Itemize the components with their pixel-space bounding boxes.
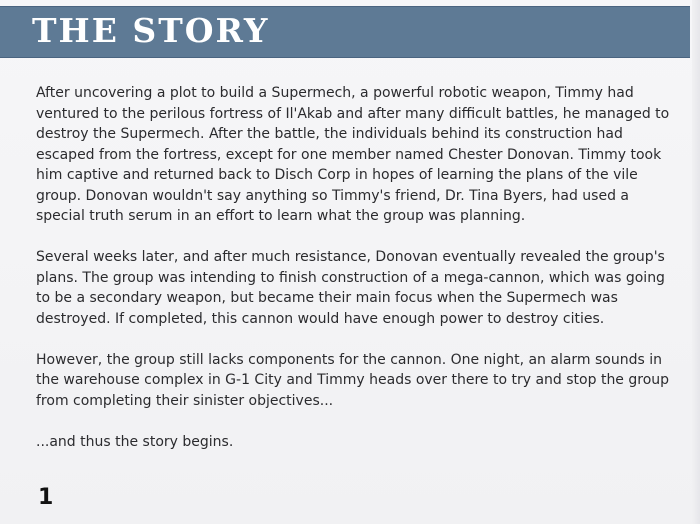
page-title: THE STORY: [32, 11, 270, 50]
header-bar: [0, 6, 690, 58]
story-text: [36, 83, 676, 473]
story-paragraph-2: Several weeks later, and after much resistance, Donovan eventually revealed the group's plans. The group was intending to finish construction of a mega-cannon, which was going to be a secondary weapon, but became their main focus when the Supermech was destroyed. If completed, this cannon would have enough power to destroy cities.: [36, 249, 665, 327]
story-paragraph-1: After uncovering a plot to build a Supermech, a powerful robotic weapon, Timmy had ventured to the perilous fortress of Il'Akab and after many difficult battles, he managed to destroy the Supermech. After the battle, the individuals behind its construction had escaped from the fortress, except for one member named Chester Donovan. Timmy took him captive and returned back to Disch Corp in hopes of learning the plans of the vile group. Donovan wouldn't say anything so Timmy's friend, Dr. Tina Byers, had used a special truth serum in an effort to learn what the group was planning.: [36, 85, 670, 224]
story-paragraph-4: ...and thus the story begins.: [36, 433, 234, 450]
page-number: 1: [38, 485, 54, 510]
story-paragraph-3: However, the group still lacks components for the cannon. One night, an alarm sounds in the warehouse complex in G-1 City and Timmy heads over there to try and stop the group from completing their sinister objectives...: [36, 351, 670, 409]
page-edge-shadow: [692, 0, 700, 524]
